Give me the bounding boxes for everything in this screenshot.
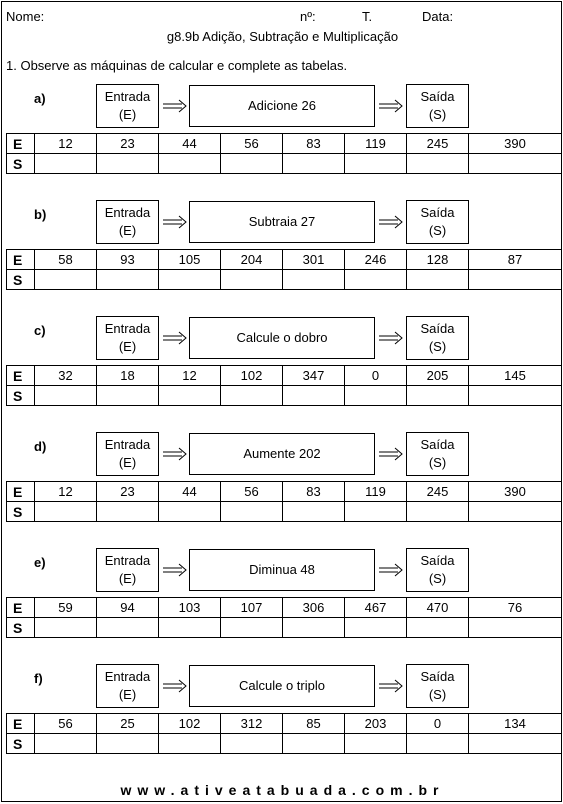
answer-cell[interactable] [283,734,345,754]
answer-cell[interactable] [97,734,159,754]
input-value-cell: 390 [469,134,562,154]
output-symbol: (S) [428,455,447,470]
answer-cell[interactable] [221,154,283,174]
operation-box [189,201,375,243]
output-row [7,502,562,522]
input-value-cell: 134 [469,714,562,734]
answer-cell[interactable] [345,618,407,638]
row-label-s: S [7,270,35,290]
input-value-cell: 44 [159,134,221,154]
input-box [96,84,159,128]
instruction-text: 1. Observe as máquinas de calcular e complete as tabelas. [6,58,348,73]
output-row [7,734,562,754]
arrow-right-icon [378,679,404,693]
exercise-letter: c) [34,323,46,338]
answer-cell[interactable] [407,154,469,174]
input-value-cell: 205 [407,366,469,386]
row-label-s: S [7,502,35,522]
input-label: Entrada [104,205,151,220]
input-label: Entrada [104,321,151,336]
input-box [96,432,159,476]
input-value-cell: 94 [97,598,159,618]
operation-text: Aumente 202 [243,446,321,461]
answer-cell[interactable] [407,618,469,638]
input-value-cell: 56 [221,482,283,502]
arrow-right-icon [378,215,404,229]
answer-cell[interactable] [469,386,562,406]
answer-cell[interactable] [469,618,562,638]
input-value-cell: 93 [97,250,159,270]
input-value-cell: 107 [221,598,283,618]
answer-cell[interactable] [35,734,97,754]
input-symbol: (E) [118,687,137,702]
input-value-cell: 467 [345,598,407,618]
arrow-right-icon [378,563,404,577]
input-symbol: (E) [118,455,137,470]
input-value-cell: 312 [221,714,283,734]
operation-box [189,85,375,127]
answer-cell[interactable] [35,618,97,638]
output-symbol: (S) [428,571,447,586]
answer-cell[interactable] [159,502,221,522]
input-row [7,482,562,502]
worksheet-title: g8.9b Adição, Subtração e Multiplicação [166,29,399,44]
exercise-letter: d) [34,439,47,454]
input-row [7,598,562,618]
answer-cell[interactable] [345,270,407,290]
arrow-right-icon [162,447,188,461]
operation-text: Diminua 48 [249,562,315,577]
worksheet-page [1,1,562,802]
answer-cell[interactable] [407,386,469,406]
answer-cell[interactable] [345,734,407,754]
row-label-s: S [7,618,35,638]
input-value-cell: 102 [221,366,283,386]
row-label-s: S [7,386,35,406]
arrow-right-icon [162,215,188,229]
answer-cell[interactable] [35,386,97,406]
input-value-cell: 23 [97,482,159,502]
date-label: Data: [422,9,454,24]
input-value-cell: 32 [35,366,97,386]
answer-cell[interactable] [469,502,562,522]
input-value-cell: 470 [407,598,469,618]
answer-cell[interactable] [283,502,345,522]
input-value-cell: 203 [345,714,407,734]
input-value-cell: 119 [345,134,407,154]
operation-text: Adicione 26 [248,98,316,113]
row-label-e: E [7,714,35,734]
input-row [7,366,562,386]
input-value-cell: 12 [35,482,97,502]
values-table [6,249,562,290]
output-label: Saída [420,437,455,452]
operation-text: Calcule o triplo [239,678,325,693]
answer-cell[interactable] [407,502,469,522]
output-label: Saída [420,669,455,684]
answer-cell[interactable] [283,386,345,406]
input-value-cell: 83 [283,482,345,502]
input-label: Entrada [104,437,151,452]
input-label: Entrada [104,89,151,104]
row-label-e: E [7,598,35,618]
input-value-cell: 12 [159,366,221,386]
row-label-e: E [7,366,35,386]
input-value-cell: 85 [283,714,345,734]
website-footer: www.ativeatabuada.com.br [120,782,445,798]
input-box [96,316,159,360]
output-box [406,548,469,592]
input-symbol: (E) [118,339,137,354]
input-row [7,714,562,734]
input-value-cell: 347 [283,366,345,386]
answer-cell[interactable] [221,618,283,638]
arrow-right-icon [162,99,188,113]
input-value-cell: 0 [407,714,469,734]
answer-cell[interactable] [35,154,97,174]
input-symbol: (E) [118,223,137,238]
input-row [7,250,562,270]
input-symbol: (E) [118,107,137,122]
answer-cell[interactable] [221,270,283,290]
answer-cell[interactable] [97,502,159,522]
input-value-cell: 25 [97,714,159,734]
input-value-cell: 87 [469,250,562,270]
answer-cell[interactable] [221,502,283,522]
answer-cell[interactable] [159,270,221,290]
operation-text: Calcule o dobro [236,330,328,345]
output-row [7,618,562,638]
input-value-cell: 105 [159,250,221,270]
row-label-s: S [7,154,35,174]
values-table [6,597,562,638]
number-label: nº: [300,9,316,24]
output-row [7,270,562,290]
arrow-right-icon [162,563,188,577]
operation-box [189,317,375,359]
input-value-cell: 59 [35,598,97,618]
input-value-cell: 301 [283,250,345,270]
answer-cell[interactable] [159,154,221,174]
input-value-cell: 245 [407,134,469,154]
operation-text: Subtraia 27 [248,214,316,229]
answer-cell[interactable] [345,502,407,522]
answer-cell[interactable] [469,154,562,174]
input-value-cell: 58 [35,250,97,270]
values-table [6,133,562,174]
answer-cell[interactable] [407,270,469,290]
input-label: Entrada [104,553,151,568]
row-label-e: E [7,482,35,502]
output-box [406,200,469,244]
input-box [96,548,159,592]
arrow-right-icon [162,331,188,345]
input-value-cell: 56 [35,714,97,734]
answer-cell[interactable] [221,386,283,406]
output-row [7,154,562,174]
input-value-cell: 56 [221,134,283,154]
input-value-cell: 103 [159,598,221,618]
input-value-cell: 83 [283,134,345,154]
answer-cell[interactable] [97,618,159,638]
output-label: Saída [420,321,455,336]
input-box [96,200,159,244]
input-value-cell: 12 [35,134,97,154]
input-value-cell: 18 [97,366,159,386]
output-box [406,316,469,360]
exercise-letter: e) [34,555,46,570]
arrow-right-icon [378,447,404,461]
values-table [6,481,562,522]
answer-cell[interactable] [345,386,407,406]
input-value-cell: 128 [407,250,469,270]
values-table [6,365,562,406]
input-value-cell: 390 [469,482,562,502]
exercise-letter: f) [34,671,43,686]
answer-cell[interactable] [407,734,469,754]
input-label: Entrada [104,669,151,684]
class-label: T. [362,9,373,24]
answer-cell[interactable] [97,270,159,290]
input-symbol: (E) [118,571,137,586]
answer-cell[interactable] [345,154,407,174]
answer-cell[interactable] [35,270,97,290]
input-value-cell: 119 [345,482,407,502]
output-symbol: (S) [428,223,447,238]
name-label: Nome: [6,9,45,24]
answer-cell[interactable] [283,154,345,174]
row-label-e: E [7,250,35,270]
output-label: Saída [420,89,455,104]
input-value-cell: 102 [159,714,221,734]
answer-cell[interactable] [469,734,562,754]
input-value-cell: 145 [469,366,562,386]
arrow-right-icon [162,679,188,693]
answer-cell[interactable] [159,734,221,754]
exercise-letter: a) [34,91,46,106]
answer-cell[interactable] [469,270,562,290]
row-label-s: S [7,734,35,754]
answer-cell[interactable] [283,618,345,638]
output-box [406,84,469,128]
answer-cell[interactable] [221,734,283,754]
output-box [406,664,469,708]
output-label: Saída [420,553,455,568]
input-value-cell: 306 [283,598,345,618]
row-label-e: E [7,134,35,154]
output-box [406,432,469,476]
answer-cell[interactable] [159,386,221,406]
operation-box [189,549,375,591]
answer-cell[interactable] [159,618,221,638]
output-row [7,386,562,406]
input-box [96,664,159,708]
arrow-right-icon [378,99,404,113]
operation-box [189,665,375,707]
input-value-cell: 245 [407,482,469,502]
input-value-cell: 23 [97,134,159,154]
student-header [6,9,561,27]
values-table [6,713,562,754]
output-symbol: (S) [428,107,447,122]
answer-cell[interactable] [283,270,345,290]
input-value-cell: 44 [159,482,221,502]
input-row [7,134,562,154]
operation-box [189,433,375,475]
exercise-letter: b) [34,207,47,222]
output-symbol: (S) [428,687,447,702]
input-value-cell: 246 [345,250,407,270]
output-symbol: (S) [428,339,447,354]
output-label: Saída [420,205,455,220]
answer-cell[interactable] [35,502,97,522]
input-value-cell: 204 [221,250,283,270]
input-value-cell: 76 [469,598,562,618]
input-value-cell: 0 [345,366,407,386]
answer-cell[interactable] [97,154,159,174]
arrow-right-icon [378,331,404,345]
answer-cell[interactable] [97,386,159,406]
